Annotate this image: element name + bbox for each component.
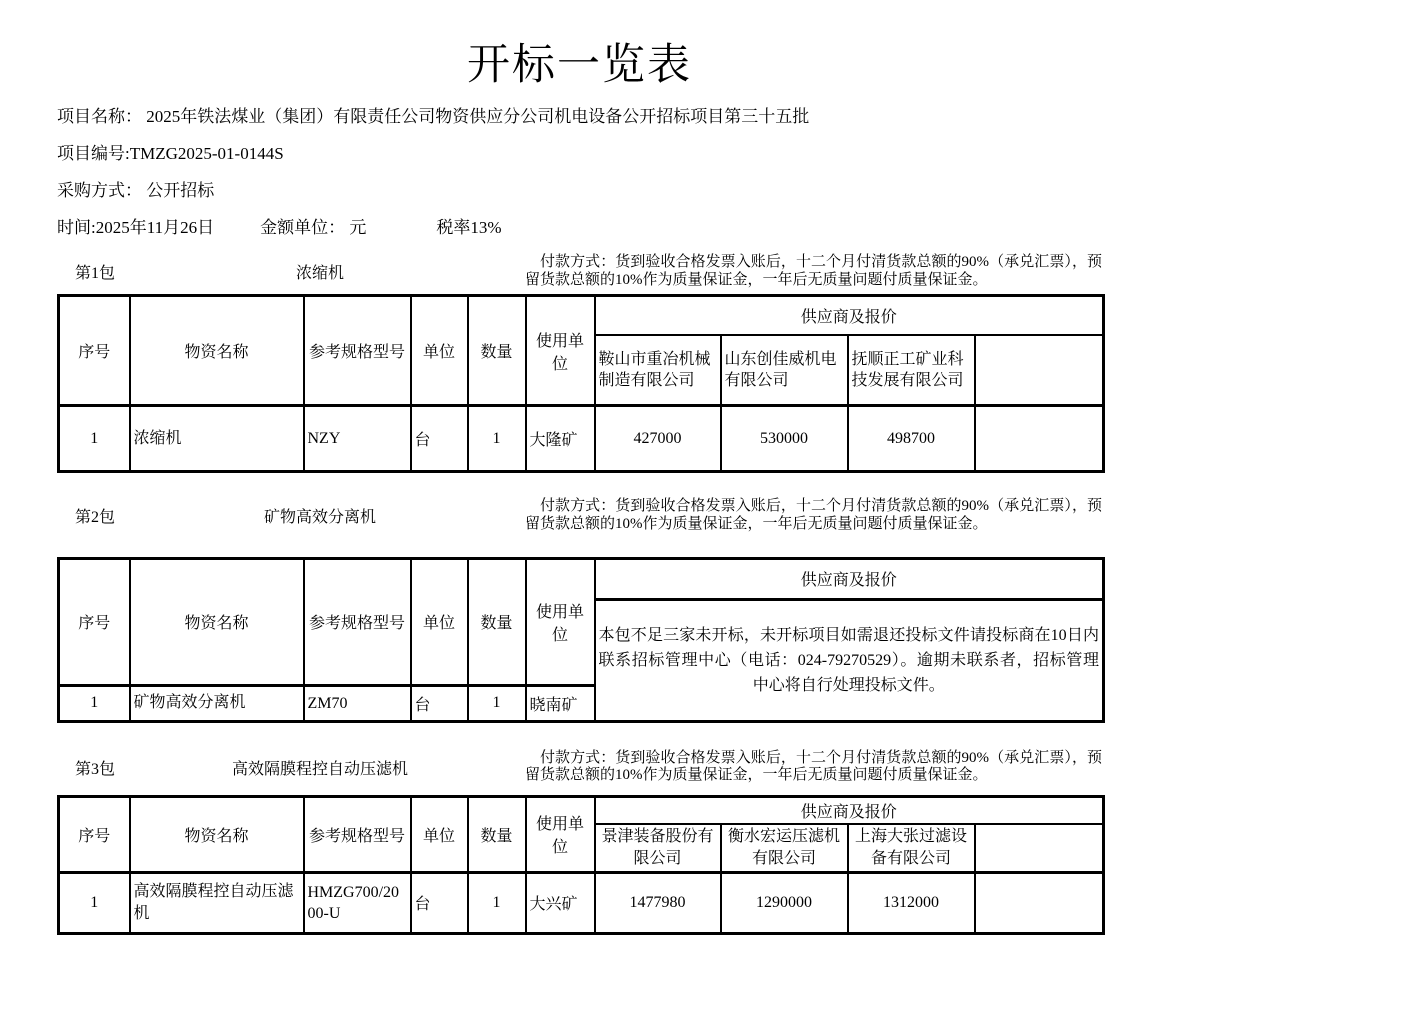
cell-price: 530000 — [721, 406, 848, 472]
package-2-label-group — [57, 504, 525, 527]
header-cell-user-unit: 使用单位 — [526, 296, 595, 406]
package-2-table — [57, 557, 1105, 723]
supplier-name: 衡水宏运压滤机有限公司 — [721, 824, 848, 873]
supplier-name: 山东创佳威机电有限公司 — [721, 335, 848, 406]
header-cell-qty: 数量 — [468, 558, 526, 685]
cell-unit: 台 — [411, 872, 468, 933]
procurement-method-line: 采购方式： 公开招标 — [57, 181, 215, 201]
cell-spec: NZY — [304, 406, 411, 472]
package-1-header — [57, 254, 1102, 289]
cell-material: 浓缩机 — [130, 406, 304, 472]
cell-user-unit: 晓南矿 — [526, 685, 595, 721]
header-cell-qty: 数量 — [468, 796, 526, 872]
cell-qty: 1 — [468, 685, 526, 721]
package-3-name: 高效隔膜程控自动压滤机 — [232, 760, 409, 778]
bid-time: 时间:2025年11月26日 — [57, 218, 215, 238]
amount-unit: 金额单位： 元 — [260, 218, 367, 238]
package-2-payment-terms: 付款方式：货到验收合格发票入账后，十二个月付清货款总额的90%（承兑汇票），预留货款总额的10%作为质量保证金，一年后无质量问题付质量保证金。 — [525, 498, 1102, 532]
cell-price: 1312000 — [848, 872, 975, 933]
header-cell-unit: 单位 — [411, 558, 468, 685]
header-cell-material: 物资名称 — [130, 296, 304, 406]
header-cell-qty: 数量 — [468, 296, 526, 406]
package-2-number: 第2包 — [75, 509, 116, 527]
supplier-name: 上海大张过滤设备有限公司 — [848, 824, 975, 873]
project-no-line: 项目编号:TMZG2025-01-0144S — [57, 144, 284, 164]
cell-price — [975, 406, 1104, 472]
cell-unit: 台 — [411, 406, 468, 472]
cell-unit: 台 — [411, 685, 468, 721]
cell-seq: 1 — [59, 685, 130, 721]
time-amount-tax-line — [57, 217, 1102, 238]
table-row — [59, 872, 1104, 933]
no-bid-notice: 本包不足三家未开标，未开标项目如需退还投标文件请投标商在10日内联系招标管理中心（电话：024-79270529）。逾期未联系者，招标管理中心将自行处理投标文件。 — [595, 599, 1104, 721]
header-cell-user-unit: 使用单位 — [526, 558, 595, 685]
cell-user-unit: 大隆矿 — [526, 406, 595, 472]
page-title: 开标一览表 — [467, 42, 692, 89]
cell-qty: 1 — [468, 406, 526, 472]
cell-material: 矿物高效分离机 — [130, 685, 304, 721]
header-cell-material: 物资名称 — [130, 558, 304, 685]
header-cell-seq: 序号 — [59, 796, 130, 872]
cell-seq: 1 — [59, 872, 130, 933]
header-cell-unit: 单位 — [411, 296, 468, 406]
document-meta — [57, 106, 1102, 238]
cell-price: 1477980 — [595, 872, 721, 933]
supplier-name — [975, 335, 1104, 406]
cell-price: 1290000 — [721, 872, 848, 933]
package-3-payment-terms: 付款方式：货到验收合格发票入账后，十二个月付清货款总额的90%（承兑汇票），预留货款总额的10%作为质量保证金，一年后无质量问题付质量保证金。 — [525, 749, 1102, 784]
supplier-name: 鞍山市重冶机械制造有限公司 — [595, 335, 721, 406]
cell-price: 498700 — [848, 406, 975, 472]
cell-spec: ZM70 — [304, 685, 411, 721]
package-3-header — [57, 750, 1102, 785]
package-3-table — [57, 795, 1105, 935]
package-1-number: 第1包 — [75, 265, 116, 283]
supplier-group-header: 供应商及报价 — [595, 296, 1104, 335]
header-cell-user-unit: 使用单位 — [526, 796, 595, 872]
header-cell-spec: 参考规格型号 — [304, 796, 411, 872]
supplier-group-header: 供应商及报价 — [595, 558, 1104, 599]
package-1-table — [57, 294, 1105, 473]
header-cell-unit: 单位 — [411, 796, 468, 872]
supplier-name: 抚顺正工矿业科技发展有限公司 — [848, 335, 975, 406]
cell-price — [975, 872, 1104, 933]
project-name-line: 项目名称： 2025年铁法煤业（集团）有限责任公司物资供应分公司机电设备公开招标项目第三十五批 — [57, 107, 810, 127]
cell-user-unit: 大兴矿 — [526, 872, 595, 933]
header-cell-seq: 序号 — [59, 558, 130, 685]
header-cell-seq: 序号 — [59, 296, 130, 406]
package-1-payment-terms: 付款方式：货到验收合格发票入账后，十二个月付清货款总额的90%（承兑汇票），预留货款总额的10%作为质量保证金，一年后无质量问题付质量保证金。 — [525, 254, 1102, 288]
package-1-label-group — [57, 260, 525, 283]
supplier-name — [975, 824, 1104, 873]
package-3-label-group — [57, 756, 525, 779]
header-cell-spec: 参考规格型号 — [304, 296, 411, 406]
cell-seq: 1 — [59, 406, 130, 472]
cell-material: 高效隔膜程控自动压滤机 — [130, 872, 304, 933]
package-2-header — [57, 498, 1102, 533]
supplier-group-header: 供应商及报价 — [595, 796, 1104, 824]
package-2-name: 矿物高效分离机 — [264, 509, 377, 527]
package-3-number: 第3包 — [75, 760, 116, 778]
supplier-name: 景津装备股份有限公司 — [595, 824, 721, 873]
package-1-name: 浓缩机 — [296, 265, 345, 283]
header-cell-spec: 参考规格型号 — [304, 558, 411, 685]
table-row — [59, 406, 1104, 472]
cell-spec: HMZG700/2000-U — [304, 872, 411, 933]
header-cell-material: 物资名称 — [130, 796, 304, 872]
cell-qty: 1 — [468, 872, 526, 933]
cell-price: 427000 — [595, 406, 721, 472]
tax-rate: 税率13% — [436, 218, 502, 238]
document-page — [57, 42, 1102, 935]
